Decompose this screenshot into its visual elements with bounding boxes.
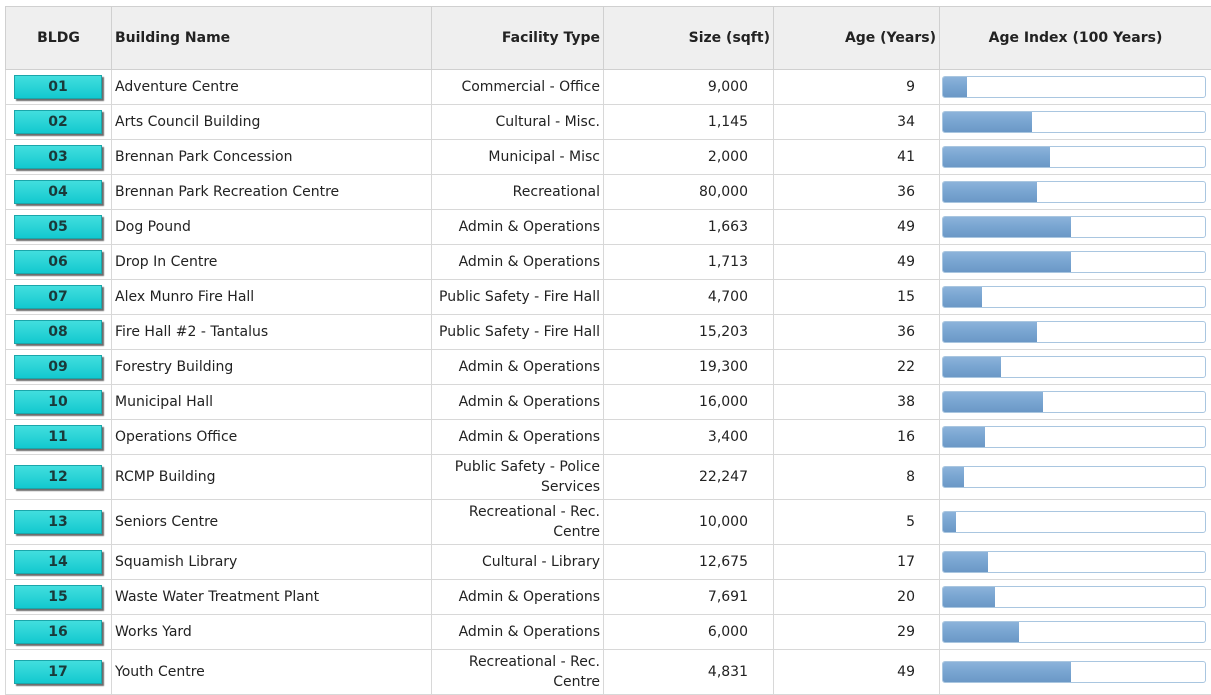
facility-type-cell: Admin & Operations [432, 385, 604, 420]
age-index-bar-fill [943, 622, 1019, 642]
size-cell: 3,400 [604, 420, 774, 455]
age-index-bar [942, 661, 1206, 683]
age-index-bar-fill [943, 357, 1001, 377]
age-index-bar [942, 586, 1206, 608]
size-cell: 19,300 [604, 350, 774, 385]
table-row [6, 315, 1211, 350]
bldg-cell [6, 420, 112, 455]
bldg-cell [6, 580, 112, 615]
bldg-cell [6, 210, 112, 245]
age-cell: 38 [774, 385, 940, 420]
age-cell: 29 [774, 615, 940, 650]
age-cell: 15 [774, 280, 940, 315]
bldg-button[interactable]: 02 [14, 110, 102, 134]
age-index-bar [942, 251, 1206, 273]
age-cell: 20 [774, 580, 940, 615]
facility-type-cell: Recreational - Rec. Centre [432, 500, 604, 545]
age-index-cell [940, 580, 1211, 615]
age-index-bar [942, 76, 1206, 98]
header-age[interactable]: Age (Years) [774, 7, 940, 70]
age-index-cell [940, 245, 1211, 280]
header-age-index[interactable]: Age Index (100 Years) [940, 7, 1211, 70]
table-row [6, 615, 1211, 650]
facility-type-cell: Recreational [432, 175, 604, 210]
age-cell: 8 [774, 455, 940, 500]
age-index-cell [940, 140, 1211, 175]
bldg-cell [6, 350, 112, 385]
building-name-cell: RCMP Building [112, 455, 432, 500]
header-size[interactable]: Size (sqft) [604, 7, 774, 70]
table-row [6, 70, 1211, 105]
header-facility-type[interactable]: Facility Type [432, 7, 604, 70]
facility-type-cell: Cultural - Misc. [432, 105, 604, 140]
bldg-cell [6, 455, 112, 500]
age-index-cell [940, 455, 1211, 500]
age-cell: 34 [774, 105, 940, 140]
age-index-bar [942, 146, 1206, 168]
age-index-cell [940, 385, 1211, 420]
bldg-button[interactable]: 04 [14, 180, 102, 204]
age-index-cell [940, 420, 1211, 455]
age-index-cell [940, 280, 1211, 315]
age-index-bar-fill [943, 77, 967, 97]
age-index-bar-fill [943, 217, 1071, 237]
size-cell: 1,713 [604, 245, 774, 280]
table-row [6, 105, 1211, 140]
age-index-cell [940, 105, 1211, 140]
bldg-button[interactable]: 11 [14, 425, 102, 449]
size-cell: 15,203 [604, 315, 774, 350]
building-name-cell: Youth Centre [112, 650, 432, 695]
header-building-name[interactable]: Building Name [112, 7, 432, 70]
size-cell: 10,000 [604, 500, 774, 545]
facility-type-cell: Public Safety - Police Services [432, 455, 604, 500]
size-cell: 7,691 [604, 580, 774, 615]
age-cell: 41 [774, 140, 940, 175]
age-index-bar [942, 216, 1206, 238]
bldg-cell [6, 615, 112, 650]
building-name-cell: Dog Pound [112, 210, 432, 245]
size-cell: 12,675 [604, 545, 774, 580]
table-row [6, 650, 1211, 695]
age-index-bar [942, 181, 1206, 203]
bldg-button[interactable]: 09 [14, 355, 102, 379]
age-index-cell [940, 70, 1211, 105]
size-cell: 2,000 [604, 140, 774, 175]
age-cell: 9 [774, 70, 940, 105]
age-index-bar-fill [943, 552, 988, 572]
facility-type-cell: Admin & Operations [432, 350, 604, 385]
table-header-row [6, 7, 1211, 70]
age-cell: 36 [774, 175, 940, 210]
building-name-cell: Alex Munro Fire Hall [112, 280, 432, 315]
building-name-cell: Squamish Library [112, 545, 432, 580]
bldg-button[interactable]: 03 [14, 145, 102, 169]
bldg-button[interactable]: 12 [14, 465, 102, 489]
facility-type-cell: Admin & Operations [432, 420, 604, 455]
size-cell: 80,000 [604, 175, 774, 210]
facility-type-cell: Admin & Operations [432, 210, 604, 245]
age-index-cell [940, 210, 1211, 245]
bldg-button[interactable]: 08 [14, 320, 102, 344]
bldg-cell [6, 315, 112, 350]
size-cell: 1,145 [604, 105, 774, 140]
size-cell: 9,000 [604, 70, 774, 105]
size-cell: 4,831 [604, 650, 774, 695]
building-name-cell: Adventure Centre [112, 70, 432, 105]
table-row [6, 500, 1211, 545]
bldg-button[interactable]: 10 [14, 390, 102, 414]
building-name-cell: Drop In Centre [112, 245, 432, 280]
age-index-cell [940, 315, 1211, 350]
bldg-cell [6, 385, 112, 420]
size-cell: 1,663 [604, 210, 774, 245]
age-index-bar [942, 391, 1206, 413]
age-index-bar-fill [943, 427, 985, 447]
age-cell: 49 [774, 210, 940, 245]
table-row [6, 210, 1211, 245]
building-name-cell: Works Yard [112, 615, 432, 650]
age-index-bar [942, 511, 1206, 533]
age-index-bar [942, 426, 1206, 448]
table-row [6, 280, 1211, 315]
building-name-cell: Seniors Centre [112, 500, 432, 545]
age-index-bar [942, 466, 1206, 488]
facility-type-cell: Commercial - Office [432, 70, 604, 105]
age-cell: 5 [774, 500, 940, 545]
bldg-button[interactable]: 07 [14, 285, 102, 309]
age-index-bar [942, 621, 1206, 643]
bldg-button[interactable]: 13 [14, 510, 102, 534]
building-name-cell: Brennan Park Recreation Centre [112, 175, 432, 210]
size-cell: 22,247 [604, 455, 774, 500]
bldg-cell [6, 245, 112, 280]
size-cell: 16,000 [604, 385, 774, 420]
building-name-cell: Forestry Building [112, 350, 432, 385]
age-index-bar-fill [943, 467, 964, 487]
building-name-cell: Municipal Hall [112, 385, 432, 420]
table-row [6, 175, 1211, 210]
facility-type-cell: Admin & Operations [432, 245, 604, 280]
facility-type-cell: Municipal - Misc [432, 140, 604, 175]
facility-type-cell: Admin & Operations [432, 615, 604, 650]
size-cell: 6,000 [604, 615, 774, 650]
bldg-button[interactable]: 16 [14, 620, 102, 644]
age-cell: 17 [774, 545, 940, 580]
bldg-cell [6, 70, 112, 105]
building-name-cell: Brennan Park Concession [112, 140, 432, 175]
age-cell: 16 [774, 420, 940, 455]
bldg-cell [6, 545, 112, 580]
age-index-bar-fill [943, 252, 1071, 272]
age-index-bar [942, 286, 1206, 308]
age-index-bar-fill [943, 392, 1043, 412]
table-row [6, 455, 1211, 500]
table-row [6, 420, 1211, 455]
age-index-bar [942, 356, 1206, 378]
bldg-cell [6, 500, 112, 545]
table-row [6, 350, 1211, 385]
bldg-button[interactable]: 15 [14, 585, 102, 609]
table-row [6, 545, 1211, 580]
facility-type-cell: Public Safety - Fire Hall [432, 280, 604, 315]
age-index-bar-fill [943, 587, 995, 607]
age-index-bar-fill [943, 182, 1037, 202]
age-index-bar [942, 321, 1206, 343]
age-index-bar-fill [943, 662, 1071, 682]
age-index-cell [940, 175, 1211, 210]
facility-type-cell: Recreational - Rec. Centre [432, 650, 604, 695]
table-row [6, 580, 1211, 615]
facility-type-cell: Admin & Operations [432, 580, 604, 615]
age-index-cell [940, 500, 1211, 545]
building-name-cell: Operations Office [112, 420, 432, 455]
building-name-cell: Arts Council Building [112, 105, 432, 140]
bldg-cell [6, 175, 112, 210]
age-cell: 49 [774, 650, 940, 695]
bldg-cell [6, 650, 112, 695]
age-index-bar-fill [943, 147, 1050, 167]
bldg-cell [6, 140, 112, 175]
age-cell: 22 [774, 350, 940, 385]
age-index-bar-fill [943, 322, 1037, 342]
table-body [6, 70, 1211, 695]
size-cell: 4,700 [604, 280, 774, 315]
age-cell: 49 [774, 245, 940, 280]
facility-type-cell: Cultural - Library [432, 545, 604, 580]
age-index-bar [942, 551, 1206, 573]
table-row [6, 385, 1211, 420]
building-name-cell: Fire Hall #2 - Tantalus [112, 315, 432, 350]
age-index-bar-fill [943, 112, 1032, 132]
bldg-button[interactable]: 05 [14, 215, 102, 239]
table-row [6, 245, 1211, 280]
building-name-cell: Waste Water Treatment Plant [112, 580, 432, 615]
age-index-cell [940, 350, 1211, 385]
table-row [6, 140, 1211, 175]
age-index-bar-fill [943, 287, 982, 307]
age-index-cell [940, 650, 1211, 695]
bldg-cell [6, 105, 112, 140]
age-index-bar [942, 111, 1206, 133]
facility-type-cell: Public Safety - Fire Hall [432, 315, 604, 350]
age-index-cell [940, 545, 1211, 580]
buildings-table [5, 6, 1211, 695]
bldg-button[interactable]: 14 [14, 550, 102, 574]
header-bldg[interactable]: BLDG [6, 7, 112, 70]
bldg-button[interactable]: 01 [14, 75, 102, 99]
bldg-cell [6, 280, 112, 315]
bldg-button[interactable]: 06 [14, 250, 102, 274]
age-index-bar-fill [943, 512, 956, 532]
age-cell: 36 [774, 315, 940, 350]
age-index-cell [940, 615, 1211, 650]
bldg-button[interactable]: 17 [14, 660, 102, 684]
